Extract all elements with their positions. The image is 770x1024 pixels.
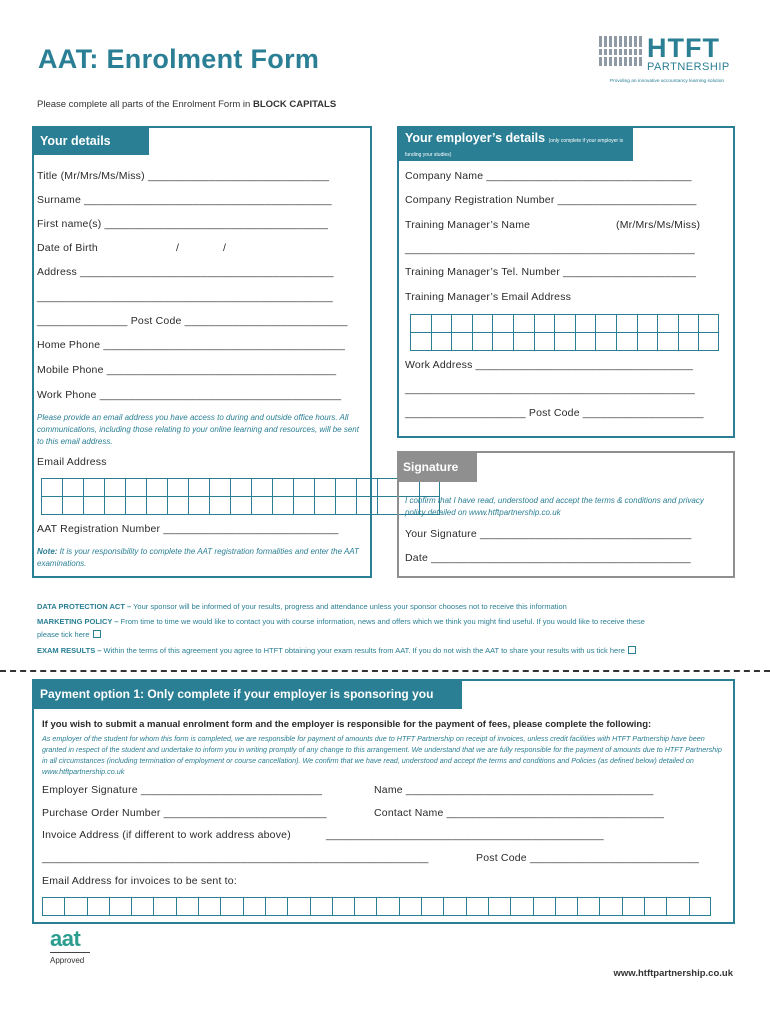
address-field[interactable]: Address __________________________________________	[37, 266, 334, 278]
invoice-email-label: Email Address for invoices to be sent to:	[42, 875, 237, 887]
aat-logo-rule	[50, 952, 90, 953]
page-title: AAT: Enrolment Form	[38, 44, 320, 74]
exam-results-notice	[37, 646, 636, 655]
po-number-field[interactable]: Purchase Order Number ___________________________	[42, 807, 327, 819]
aat-reg-field[interactable]: AAT Registration Number _____________________________	[37, 523, 339, 535]
employer-postcode-field[interactable]: ____________________ Post Code ____________________	[405, 407, 704, 419]
invoice-address-line-2[interactable]: ________________________________________________________________	[42, 852, 429, 864]
signature-tab: Signature	[397, 451, 477, 482]
cut-line	[0, 670, 770, 672]
payment-name-field[interactable]: Name _________________________________________	[374, 784, 654, 796]
work-address-field[interactable]: Work Address ____________________________________	[405, 359, 694, 371]
invoice-postcode-field[interactable]: Post Code ____________________________	[476, 852, 700, 864]
note-text: It is your responsibility to complete the AAT registration formalities and enter the AAT examinations.	[37, 547, 359, 568]
first-names-field[interactable]: First name(s) _____________________________________	[37, 218, 329, 230]
title-field[interactable]: Title (Mr/Mrs/Ms/Miss) ______________________________	[37, 170, 330, 182]
signature-confirm: I confirm that I have read, understood and accept the terms & conditions and privacy policy detailed on www.htftpartnership.co.uk	[405, 496, 704, 517]
postcode-field[interactable]: _______________ Post Code ___________________________	[37, 315, 348, 327]
email-grid[interactable]	[41, 478, 440, 515]
footer-url[interactable]: www.htftpartnership.co.uk	[613, 968, 733, 979]
contact-name-field[interactable]: Contact Name ____________________________________	[374, 807, 665, 819]
logo-tagline: Providing an innovative accountancy learning solution	[609, 79, 725, 84]
dob-label[interactable]: Date of Birth	[37, 242, 98, 254]
payment-heading: If you wish to submit a manual enrolment form and the employer is responsible for the payment of fees, please complete the following:	[42, 719, 652, 730]
marketing-notice	[37, 617, 645, 626]
date-field[interactable]: Date ___________________________________________	[405, 552, 691, 564]
email-note: Please provide an email address you have access to during and outside office hours. All communications, including those relating to your online learning and resources, will be sent to this email address.	[37, 413, 359, 446]
mp-text: From time to time we would like to contact you with course information, news and offers which we think you might find useful. If you would like to receive these	[118, 617, 645, 626]
invoice-email-grid[interactable]	[42, 897, 711, 916]
employer-tab-label: Your employer’s details	[405, 131, 546, 145]
payment-panel	[32, 679, 735, 924]
dp-bold: DATA PROTECTION ACT –	[37, 602, 132, 611]
employer-tab	[397, 126, 633, 161]
company-reg-field[interactable]: Company Registration Number _______________________	[405, 194, 697, 206]
work-phone-field[interactable]: Work Phone ________________________________________	[37, 389, 342, 401]
address-line-2[interactable]: _________________________________________________	[37, 291, 333, 303]
tm-title-label: (Mr/Mrs/Ms/Miss)	[616, 219, 701, 231]
mp-bold: MARKETING POLICY –	[37, 617, 119, 626]
er-bold: EXAM RESULTS –	[37, 646, 102, 655]
instructions-bold: BLOCK CAPITALS	[252, 99, 337, 110]
marketing-checkbox[interactable]	[93, 630, 101, 638]
payment-body: As employer of the student for whom this form is completed, we are responsible for payment of amounts due to HTFT Partnership on receipt of invoices, unless credit facilities with HTFT Partnership have been granted in respect of the student and undertake to inform you in writing promptly of any change to this arrangement. We understand that we are fully responsible for the payment of amounts due to HTFT Partnership in all circumstances (including termination of employment or course cancellation). We confirm that we have read, understood and accept the terms and conditions and Policies (as defined below) detailed on www.htftpartnership.co.uk	[42, 734, 722, 776]
invoice-address-field[interactable]: ______________________________________________	[326, 829, 604, 841]
mp-text2: please tick here	[37, 630, 90, 639]
invoice-address-label: Invoice Address (if different to work address above)	[42, 829, 291, 841]
dob-sep-2: /	[223, 242, 227, 254]
tm-email-grid[interactable]	[410, 314, 719, 351]
dob-sep-1: /	[176, 242, 180, 254]
marketing-notice-2	[37, 630, 101, 639]
instructions	[37, 99, 336, 110]
aat-approved: Approved	[50, 956, 85, 965]
aat-logo: aat	[50, 926, 81, 951]
work-address-line-2[interactable]: ________________________________________________	[405, 383, 695, 395]
note-bold: Note:	[37, 547, 58, 556]
email-label: Email Address	[37, 456, 107, 468]
tm-tel-field[interactable]: Training Manager’s Tel. Number ______________________	[405, 266, 697, 278]
tm-name-field[interactable]: ________________________________________________	[405, 243, 695, 255]
your-details-tab: Your details	[32, 126, 149, 155]
logo-text: HTFT	[647, 33, 720, 63]
data-protection-notice	[37, 602, 567, 611]
instructions-text: Please complete all parts of the Enrolment Form in	[37, 99, 253, 110]
aat-note	[37, 546, 367, 570]
employer-signature-field[interactable]: Employer Signature ______________________________	[42, 784, 323, 796]
company-name-field[interactable]: Company Name __________________________________	[405, 170, 692, 182]
employer-tab-note: (only complete if your employer is funding your studies)	[405, 138, 624, 158]
tm-name-label: Training Manager’s Name	[405, 219, 531, 231]
surname-field[interactable]: Surname _________________________________________	[37, 194, 332, 206]
payment-tab: Payment option 1: Only complete if your employer is sponsoring you	[32, 679, 462, 709]
dp-text: Your sponsor will be informed of your results, progress and attendance unless your sponsor chooses not to receive this information	[131, 602, 567, 611]
your-signature-field[interactable]: Your Signature ___________________________________	[405, 528, 692, 540]
tm-email-label: Training Manager’s Email Address	[405, 291, 572, 303]
er-text: Within the terms of this agreement you agree to HTFT obtaining your exam results from AAT. If you do not wish the AAT to share your results with us tick here	[101, 646, 625, 655]
logo-sub: PARTNERSHIP	[647, 61, 730, 73]
exam-results-checkbox[interactable]	[628, 646, 636, 654]
home-phone-field[interactable]: Home Phone ________________________________________	[37, 339, 345, 351]
mobile-phone-field[interactable]: Mobile Phone ______________________________________	[37, 364, 337, 376]
